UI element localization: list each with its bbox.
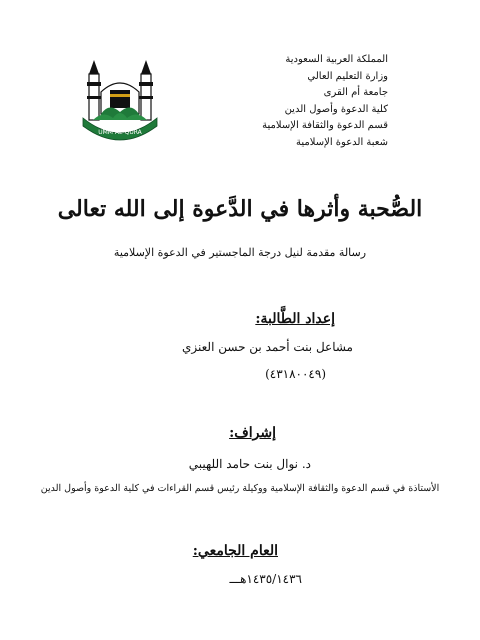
prepared-by-heading: إعداد الطَّالبة: xyxy=(255,311,335,327)
svg-text:UMM AL-QURA: UMM AL-QURA xyxy=(98,129,142,136)
supervisor-name: د. نوال بنت حامد اللهيبي xyxy=(188,457,311,471)
academic-year-heading: العام الجامعي: xyxy=(192,543,278,559)
ministry-line: وزارة التعليم العالي xyxy=(307,70,388,82)
thesis-subtitle: رسالة مقدمة لنيل درجة الماجستير في الدعوة الإسلامية xyxy=(113,246,367,259)
institution-block xyxy=(188,52,388,151)
student-id: (٤٣١٨٠٠٤٩) xyxy=(265,367,326,381)
thesis-title: الصُّحبة وأثرها في الدَّعوة إلى الله تعالى xyxy=(57,196,423,222)
college-line: كلية الدعوة وأصول الدين xyxy=(284,103,388,115)
department-line: قسم الدعوة والثقافة الإسلامية xyxy=(262,120,388,131)
university-line: جامعة أم القرى xyxy=(323,87,388,98)
university-emblem-icon xyxy=(79,52,161,142)
student-name: مشاعل بنت أحمد بن حسن العنزي xyxy=(182,340,353,354)
academic-year-value: ١٤٣٥/١٤٣٦هـــ xyxy=(229,572,302,586)
country-line: المملكة العربية السعودية xyxy=(285,54,388,65)
supervisor-title: الأستاذة في قسم الدعوة والثقافة الإسلامية ووكيلة رئيس قسم القراءات في كلية الدعوة وأصول الدين xyxy=(40,483,440,494)
supervision-heading: إشراف: xyxy=(229,425,276,441)
division-line: شعبة الدعوة الإسلامية xyxy=(296,136,388,148)
